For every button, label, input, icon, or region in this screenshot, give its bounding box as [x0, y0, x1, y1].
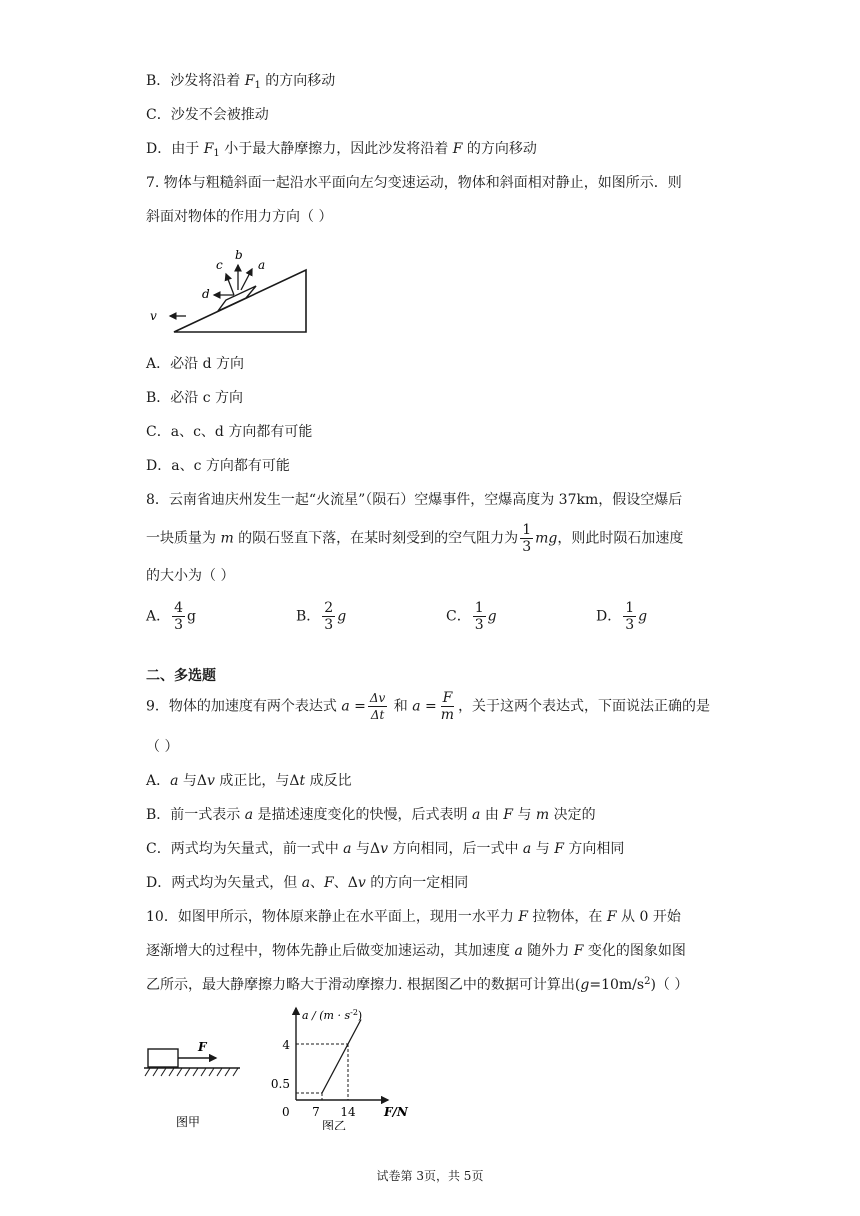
force-label: F	[198, 1040, 207, 1054]
arrow-c	[226, 274, 234, 295]
q10-figure-jia	[142, 1030, 242, 1130]
y-tick-4: 4	[282, 1038, 290, 1052]
label-a: a	[258, 258, 266, 272]
y-axis-label: $a / (m \cdot s^{-2})$	[302, 1008, 363, 1022]
q8-option-a: A． $\frac{4}{3}$ g	[146, 600, 197, 633]
label-c: c	[216, 258, 223, 272]
a-F-line	[322, 1020, 361, 1094]
arrow-a	[241, 269, 252, 290]
q8-stem-line1: 8．云南省迪庆州发生一起“火流星”（陨石）空爆事件，空爆高度为 37km，假设空爆后	[146, 492, 683, 508]
q6-option-b: B．沙发将沿着 $F_1$ 的方向移动	[146, 73, 336, 91]
y-tick-0.5: 0.5	[270, 1077, 290, 1091]
page-footer: 试卷第 3页，共 5页	[376, 1169, 484, 1183]
block	[218, 286, 256, 311]
q8-stem-line3: 的大小为（ ）	[146, 568, 235, 584]
q8-option-d: D． $\frac{1}{3}$ g	[596, 600, 648, 633]
q7-option-d: D．a、c 方向都有可能	[146, 458, 290, 474]
q9-option-a: A．a 与Δv 成正比，与Δt 成反比	[146, 773, 352, 789]
origin-label: 0	[282, 1105, 290, 1119]
q10-stem-line1: 10．如图甲所示，物体原来静止在水平面上，现用一水平力 F 拉物体，在 F 从 0 开始	[146, 909, 681, 925]
q7-stem-line1: 7. 物体与粗糙斜面一起沿水平面向左匀变速运动，物体和斜面相对静止，如图所示．则	[146, 175, 682, 191]
q9-option-b: B．前一式表示 a 是描述速度变化的快慢，后式表明 a 由 F 与 m 决定的	[146, 807, 596, 823]
ground-hatching	[145, 1068, 238, 1076]
x-tick-7: 7	[312, 1105, 320, 1119]
q10-figure-yi	[262, 1004, 422, 1130]
label-v: v	[150, 309, 157, 323]
q9-stem-line2: （ ）	[146, 739, 179, 755]
caption-jia: 图甲	[175, 1115, 201, 1129]
caption-yi: 图乙	[321, 1119, 347, 1130]
q10-stem-line3: 乙所示，最大静摩擦力略大于滑动摩擦力. 根据图乙中的数据可计算出$(g=10m/s^2)$（ ）	[146, 976, 689, 993]
q10-stem-line2: 逐渐增大的过程中，物体先静止后做变加速运动，其加速度 a 随外力 F 变化的图象如图	[146, 943, 686, 959]
q7-incline-figure	[146, 240, 316, 340]
q9-option-d: D．两式均为矢量式，但 a、F、Δv 的方向一定相同	[146, 875, 469, 891]
x-tick-14: 14	[340, 1105, 356, 1119]
q6-option-d: D．由于 $F_1$ 小于最大静摩擦力，因此沙发将沿着 F 的方向移动	[146, 141, 537, 159]
q7-option-b: B．必沿 c 方向	[146, 390, 244, 406]
q9-stem-line1: 9．物体的加速度有两个表达式 a = $\frac{\Delta v}{\Delta t}$ 和 a = $\frac{F}{m}$ ，关于这两个表达式，下面说法正确的是	[146, 690, 711, 723]
q8-stem-line2: 一块质量为 m 的陨石竖直下落，在某时刻受到的空气阻力为 $\frac{1}{3}$ mg，则此时陨石加速度	[146, 522, 684, 555]
fraction: $\frac{1}{3}$	[522, 522, 532, 555]
x-axis-label: F/N	[384, 1105, 408, 1119]
block	[148, 1049, 178, 1067]
section-title: 二、多选题	[146, 668, 216, 684]
label-d: d	[202, 287, 210, 301]
q7-option-c: C．a、c、d 方向都有可能	[146, 424, 313, 440]
label-b: b	[235, 248, 243, 262]
q8-option-c: C． $\frac{1}{3}$ g	[446, 600, 497, 633]
q9-option-c: C．两式均为矢量式，前一式中 a 与Δv 方向相同，后一式中 a 与 F 方向相同	[146, 841, 625, 857]
q7-stem-line2: 斜面对物体的作用力方向（ ）	[146, 209, 333, 225]
q8-option-b: B． $\frac{2}{3}$ g	[296, 600, 347, 633]
q7-option-a: A．必沿 d 方向	[146, 356, 244, 372]
q6-option-c: C．沙发不会被推动	[146, 107, 269, 123]
